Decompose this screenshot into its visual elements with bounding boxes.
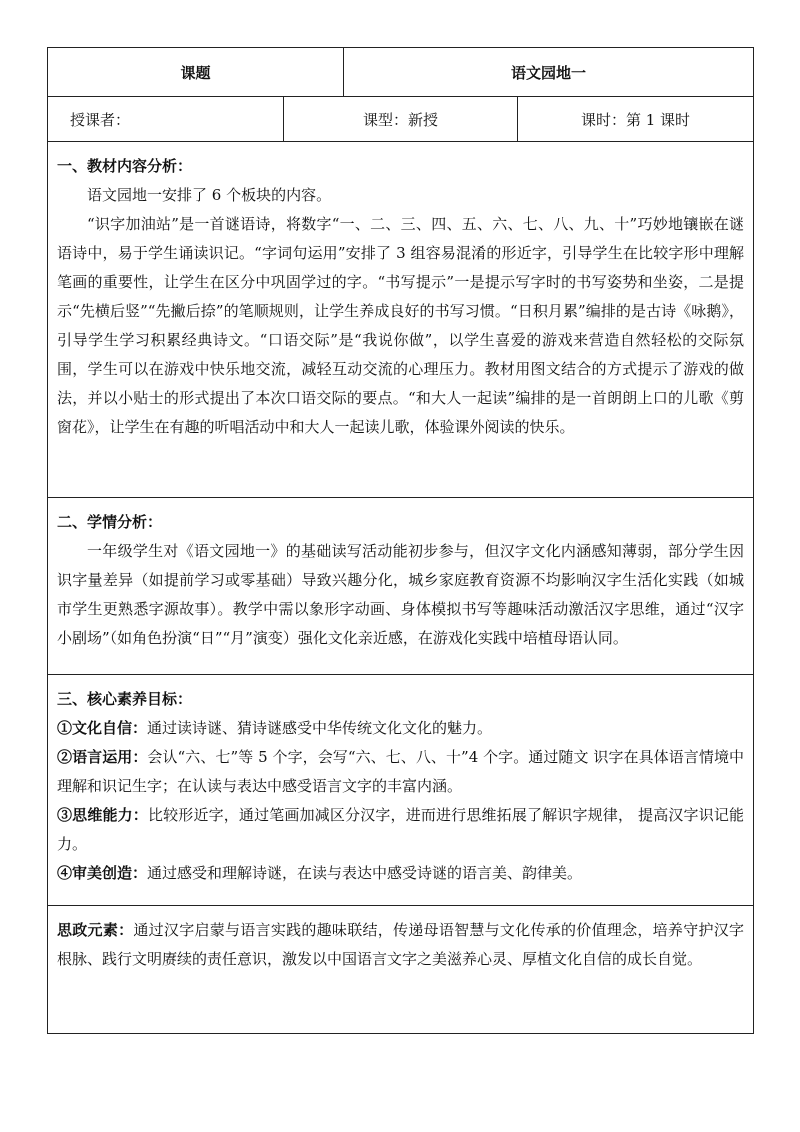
goal-text: 通过感受和理解诗谜，在读与表达中感受诗谜的语言美、韵律美。: [147, 864, 583, 882]
ideology-label: 思政元素：: [57, 921, 134, 939]
goal-label: ③思维能力：: [57, 806, 148, 824]
section-title: 一、教材内容分析：: [57, 157, 193, 175]
goal-text: 比较形近字，通过笔画加减区分汉字，进而进行思维拓展了解识字规律， 提高汉字识记能力。: [57, 806, 745, 853]
section-goals-row: [48, 675, 754, 906]
topic-label: 课题: [48, 48, 344, 97]
goal-item: [57, 714, 744, 743]
goal-label: ②语言运用：: [57, 748, 148, 766]
goal-label: ①文化自信：: [57, 719, 148, 737]
section-title: 二、学情分析：: [57, 513, 163, 531]
paragraph: “识字加油站”是一首谜语诗，将数字“一、二、三、四、五、六、七、八、九、十”巧妙地镶嵌在谜语诗中，易于学生诵读识记。“字词句运用”安排了 3 组容易混淆的形近字，引导学生在比较字形中理解笔画的重要性，让学生在区分中巩固学过的字。“书写提示”一是提示写字时的书写姿势和坐姿，二是提示“先横后竖”“先撇后捺”的笔顺规则，让学生养成良好的书写习惯。“日积月累”编排的是古诗《咏鹅》，引导学生学习积累经典诗文。“口语交际”是“我说你做”，以学生喜爱的游戏来营造自然轻松的交际氛围，学生可以在游戏中快乐地交流，减轻互动交流的心理压力。教材用图文结合的方式提示了游戏的做法，并以小贴士的形式提出了本次口语交际的要点。“和大人一起读”编排的是一首朗朗上口的儿歌《剪窗花》，让学生在有趣的听唱活动中和大人一起读儿歌，体验课外阅读的快乐。: [57, 215, 745, 436]
goal-item: [57, 859, 744, 888]
section-material-analysis: [48, 142, 754, 498]
goal-item: [57, 801, 744, 859]
section-student-row: [48, 498, 754, 675]
section-ideology: [48, 906, 754, 1034]
ideology-text: 通过汉字启蒙与语言实践的趣味联结，传递母语智慧与文化传承的价值理念，培养守护汉字根脉、践行文明赓续的责任意识，激发以中国语言文字之美滋养心灵、厚植文化自信的成长自觉。: [57, 921, 745, 968]
period-cell: 课时：第 1 课时: [518, 97, 754, 142]
header-row: [48, 48, 754, 97]
section-title: 三、核心素养目标：: [57, 690, 193, 708]
lesson-type-cell: 课型：新授: [284, 97, 518, 142]
topic-value: 语文园地一: [344, 48, 754, 97]
goal-item: [57, 743, 744, 801]
section-ideology-row: [48, 906, 754, 1034]
meta-row: [48, 97, 754, 142]
goal-text: 通过读诗谜、猜诗谜感受中华传统文化文化的魅力。: [147, 719, 493, 737]
goal-text: 会认“六、七”等 5 个字，会写“六、七、八、十”4 个字。通过随文 识字在具体语言情境中理解和识记生字；在认读与表达中感受语言文字的丰富内涵。: [57, 748, 745, 795]
goal-label: ④审美创造：: [57, 864, 148, 882]
ideology-paragraph: [57, 916, 744, 974]
section-core-goals: [48, 675, 754, 906]
section-analysis-row: [48, 142, 754, 498]
lesson-plan-table: [47, 47, 754, 1034]
paragraph: 一年级学生对《语文园地一》的基础读写活动能初步参与，但汉字文化内涵感知薄弱，部分学生因识字量差异（如提前学习或零基础）导致兴趣分化，城乡家庭教育资源不均影响汉字生活化实践（如城市学生更熟悉字源故事）。教学中需以象形字动画、身体模拟书写等趣味活动激活汉字思维，通过“汉字小剧场”（如角色扮演“日”“月”演变）强化文化亲近感，在游戏化实践中培植母语认同。: [57, 542, 745, 647]
paragraph: 语文园地一安排了 6 个板块的内容。: [87, 186, 332, 204]
section-student-analysis: [48, 498, 754, 675]
teacher-cell: 授课者：: [48, 97, 284, 142]
